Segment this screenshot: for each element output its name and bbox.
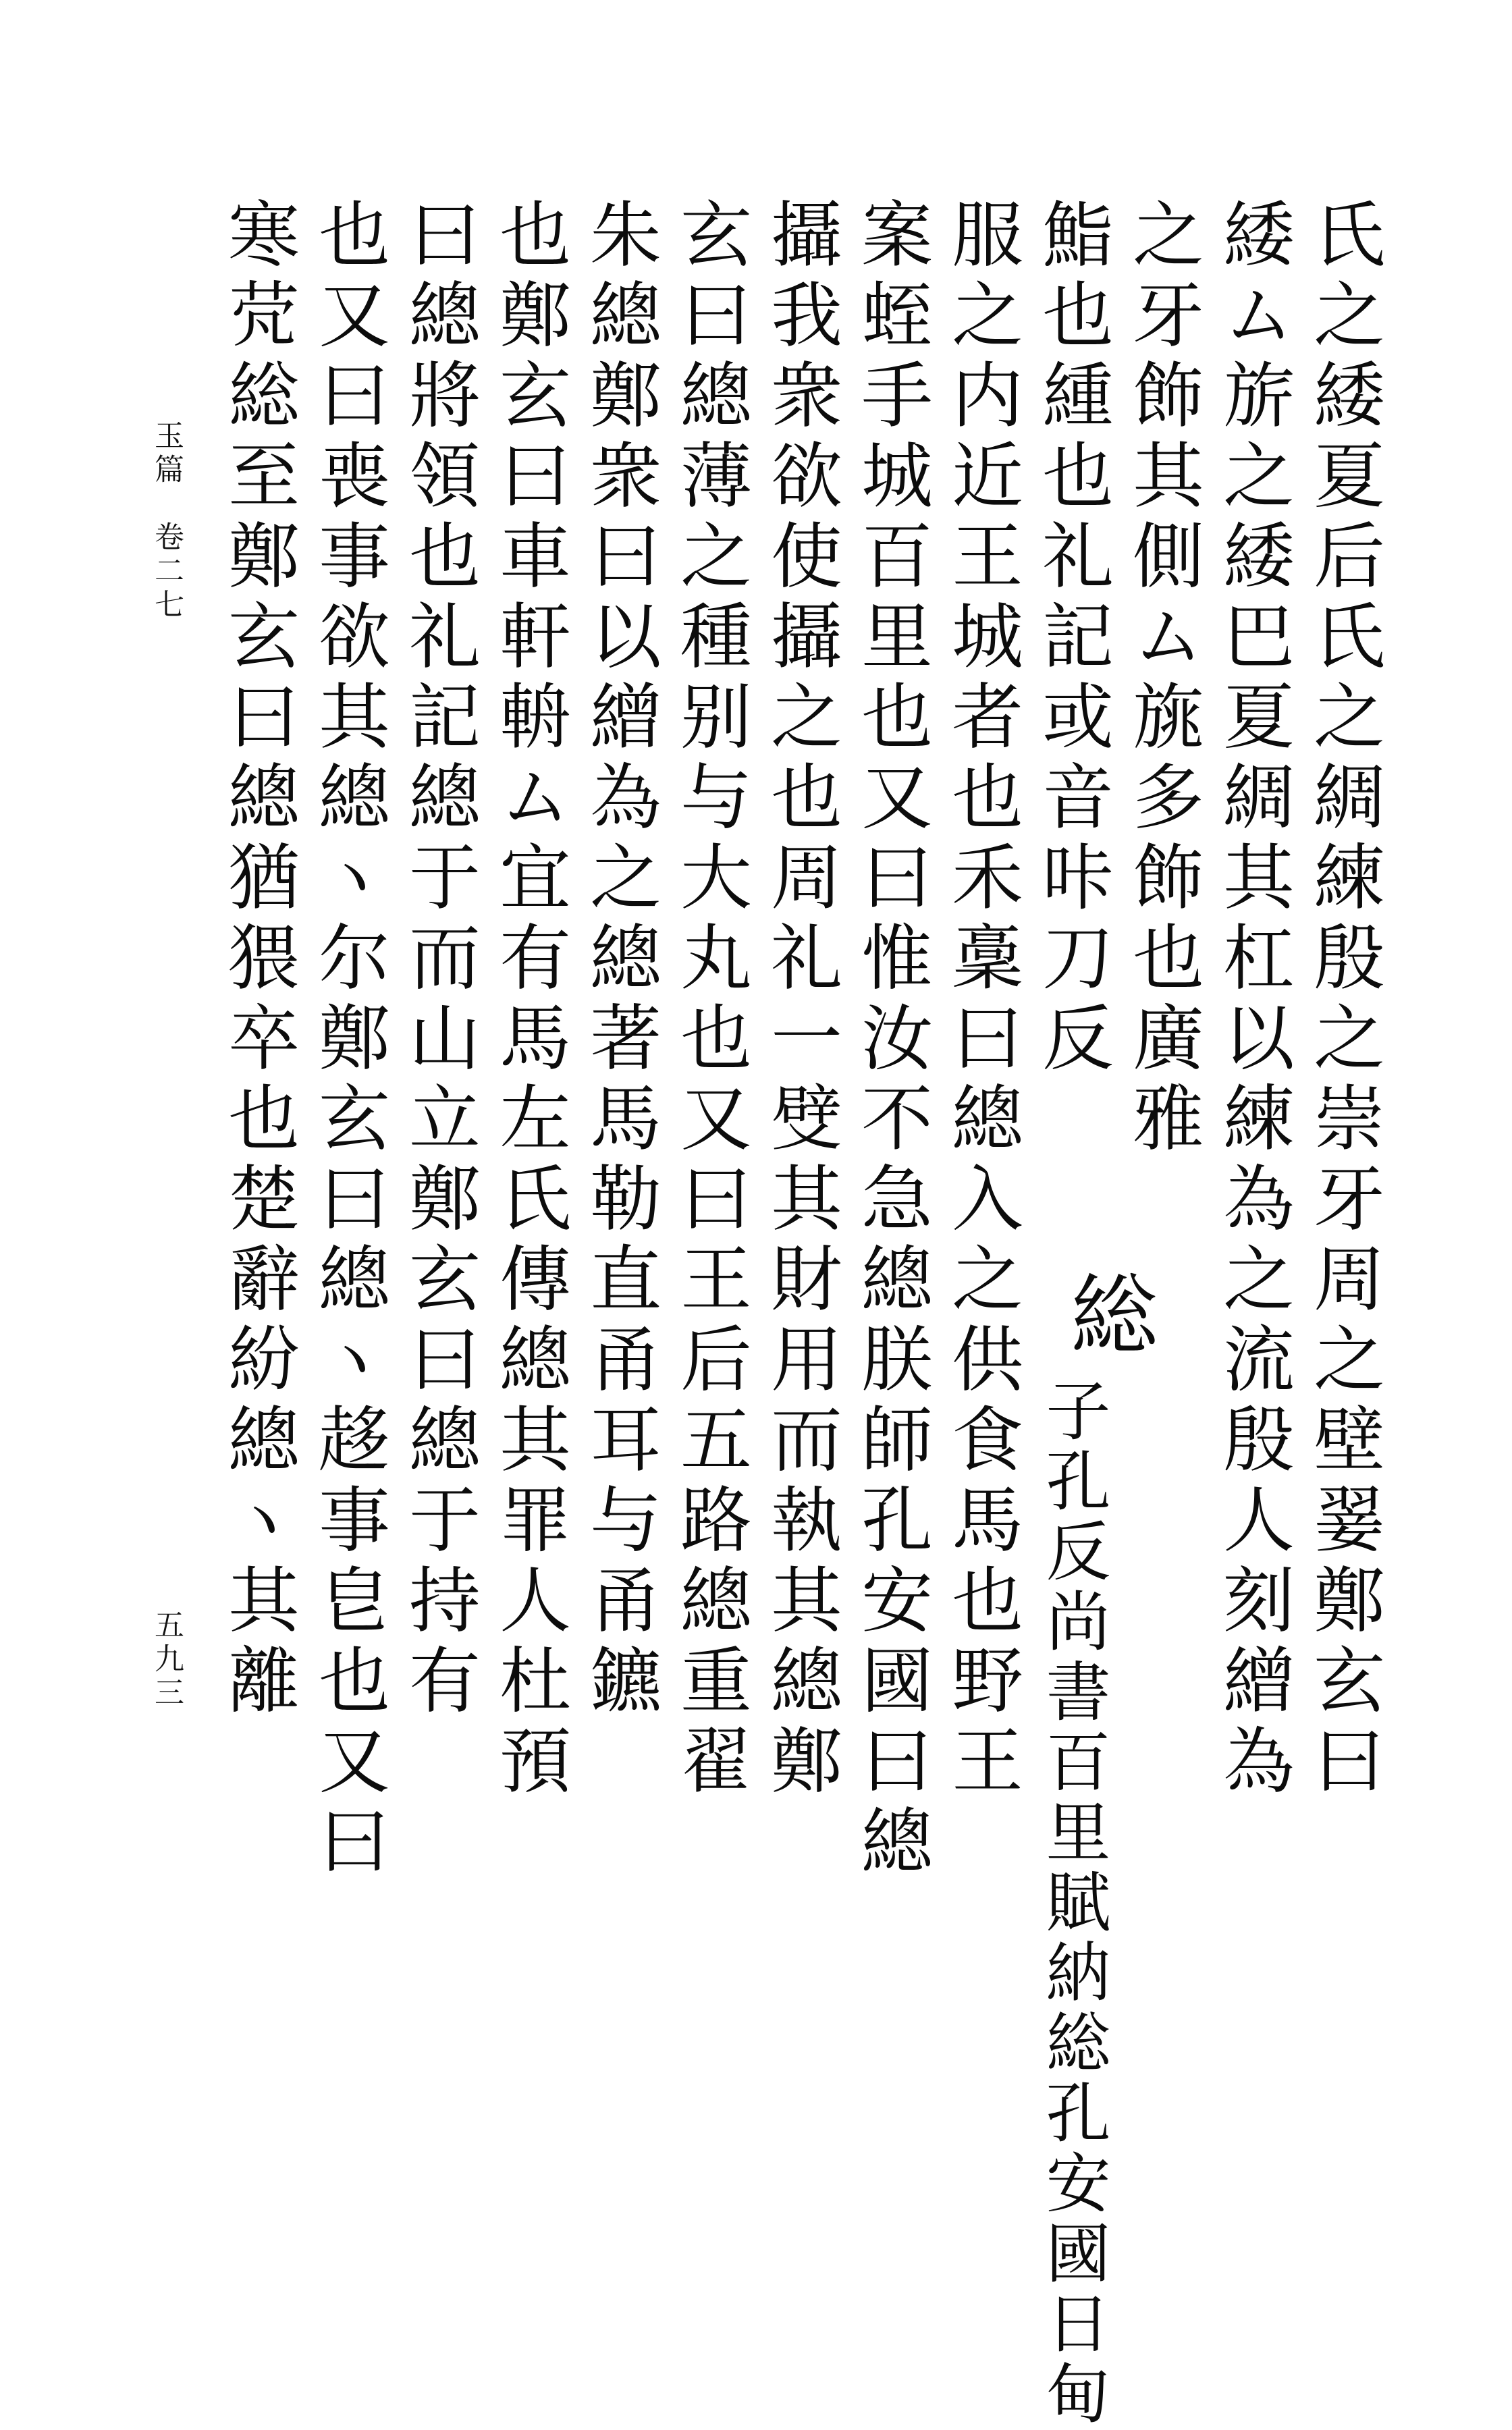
text-column-6: 案蛭手城百里也又曰惟汝不急總朕師孔安國曰總	[850, 197, 933, 1884]
text-column-4: 鮨也緟也礼記或音咔刀反	[1031, 197, 1114, 1081]
text-column-3: 之牙飾其側ム旐多飾也廣雅	[1121, 197, 1204, 1161]
running-head: 玉篇 卷二七	[149, 420, 184, 622]
headword-gloss: 子孔反尚書百里賦納総孔安國日甸	[1035, 1377, 1111, 2430]
text-column-2: 緌ム旂之緌巴夏綢其杠以練為之流殷人刻繒為	[1212, 197, 1295, 1804]
text-column-10: 也鄭玄曰車軒輈ム宜有馬左氏傳總其罪人杜預	[488, 197, 571, 1804]
text-column-5: 服之内近王城者也禾稾曰總入之供食馬也野王	[940, 197, 1023, 1804]
headword-glyph: 総	[1056, 1269, 1158, 1366]
text-column-13: 寒䒮総至鄭玄曰總猶猥卒也楚辭紛總ヽ其離	[217, 197, 300, 1723]
text-column-11: 曰總將領也礼記總于而山立鄭玄曰總于持有	[398, 197, 481, 1723]
text-column-7: 攝我衆欲使攝之也周礼一䢃其財用而執其總鄭	[759, 197, 842, 1804]
text-column-12: 也又曰喪事欲其總ヽ尔鄭玄曰總ヽ趍事皀也又曰	[307, 197, 390, 1884]
text-column-9: 朱總鄭衆曰以繒為之總著馬勒直甬耳与甬鑣	[578, 197, 662, 1723]
page-number: 五九三	[149, 1609, 184, 1710]
text-column-8: 玄曰總薄之種别与大丸也又曰王后五路總重翟	[669, 197, 752, 1804]
text-column-1: 氏之緌夏后氏之綢練殷之崇牙周之壁翣鄭玄曰	[1302, 197, 1385, 1804]
